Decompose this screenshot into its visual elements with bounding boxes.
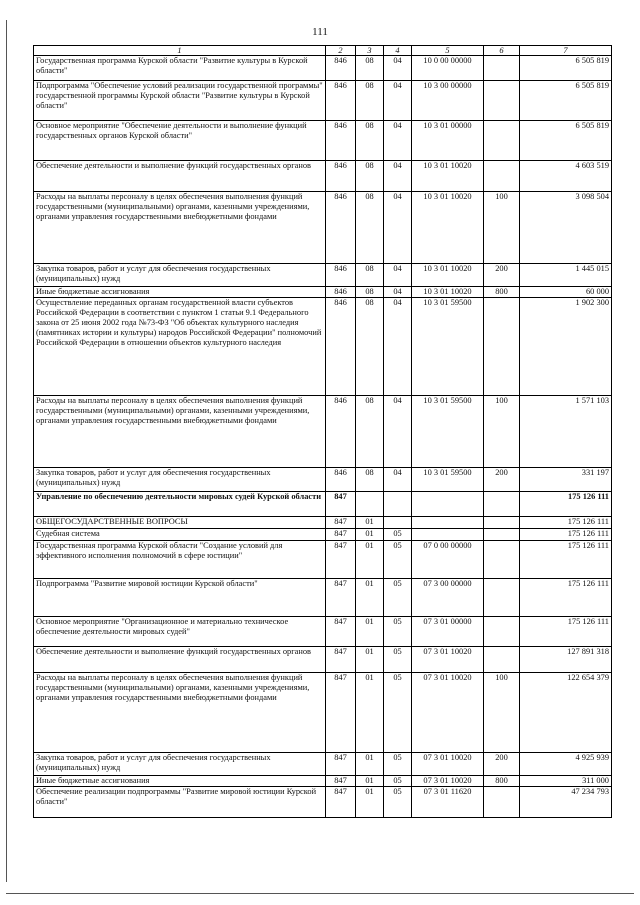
table-row — [34, 287, 612, 298]
row-c3-cell: 01 — [356, 776, 384, 787]
row-c2-cell: 847 — [326, 541, 356, 579]
row-c7-cell: 4 603 519 — [520, 161, 612, 192]
row-c4-cell: 05 — [384, 529, 412, 541]
header-cell: 2 — [326, 46, 356, 56]
row-c6-cell: 200 — [484, 468, 520, 492]
page-number: 111 — [312, 26, 328, 38]
row-c4-cell: 05 — [384, 617, 412, 647]
row-c2-cell: 846 — [326, 161, 356, 192]
row-c5-cell: 10 3 01 59500 — [412, 298, 484, 396]
row-name-cell: ОБЩЕГОСУДАРСТВЕННЫЕ ВОПРОСЫ — [34, 517, 326, 529]
row-c2-cell: 847 — [326, 673, 356, 753]
row-c6-cell — [484, 579, 520, 617]
row-name-cell: Расходы на выплаты персоналу в целях обеспечения выполнения функций государственными (муниципальными) органами, казенными учреждениями, органами управления государственными внебюджетными фондами — [34, 192, 326, 264]
row-c6-cell: 200 — [484, 264, 520, 287]
row-c6-cell — [484, 81, 520, 121]
row-c2-cell: 847 — [326, 647, 356, 673]
row-c6-cell: 100 — [484, 396, 520, 468]
row-c4-cell: 04 — [384, 468, 412, 492]
table-row — [34, 529, 612, 541]
row-c2-cell: 847 — [326, 517, 356, 529]
row-c3-cell: 01 — [356, 579, 384, 617]
row-c4-cell: 05 — [384, 753, 412, 776]
row-c6-cell — [484, 529, 520, 541]
row-c4-cell: 05 — [384, 787, 412, 818]
row-name-cell: Обеспечение деятельности и выполнение функций государственных органов — [34, 161, 326, 192]
row-c2-cell: 847 — [326, 753, 356, 776]
header-cell: 7 — [520, 46, 612, 56]
table-row — [34, 579, 612, 617]
row-c7-cell: 122 654 379 — [520, 673, 612, 753]
row-c3-cell: 01 — [356, 647, 384, 673]
bottom-rule — [6, 893, 634, 894]
row-name-cell: Подпрограмма "Развитие мировой юстиции Курской области" — [34, 579, 326, 617]
row-name-cell: Закупка товаров, работ и услуг для обеспечения государственных (муниципальных) нужд — [34, 753, 326, 776]
row-name-cell: Обеспечение деятельности и выполнение функций государственных органов — [34, 647, 326, 673]
table-row — [34, 647, 612, 673]
row-c7-cell: 1 571 103 — [520, 396, 612, 468]
row-c7-cell: 4 925 939 — [520, 753, 612, 776]
header-cell: 3 — [356, 46, 384, 56]
row-c2-cell: 847 — [326, 579, 356, 617]
row-c2-cell: 847 — [326, 529, 356, 541]
row-c3-cell: 08 — [356, 56, 384, 81]
row-c5-cell: 10 3 01 59500 — [412, 396, 484, 468]
row-c4-cell: 04 — [384, 121, 412, 161]
row-c2-cell: 847 — [326, 776, 356, 787]
row-c7-cell: 175 126 111 — [520, 517, 612, 529]
row-name-cell: Управление по обеспечению деятельности мировых судей Курской области — [34, 492, 326, 517]
row-c7-cell: 127 891 318 — [520, 647, 612, 673]
row-c7-cell: 1 902 300 — [520, 298, 612, 396]
row-name-cell: Государственная программа Курской области "Развитие культуры в Курской области" — [34, 56, 326, 81]
row-c2-cell: 846 — [326, 264, 356, 287]
row-c4-cell — [384, 492, 412, 517]
row-c7-cell: 3 098 504 — [520, 192, 612, 264]
row-c7-cell: 175 126 111 — [520, 617, 612, 647]
row-name-cell: Судебная система — [34, 529, 326, 541]
row-c3-cell: 01 — [356, 787, 384, 818]
row-c5-cell: 07 3 01 10020 — [412, 776, 484, 787]
row-c7-cell: 47 234 793 — [520, 787, 612, 818]
row-c6-cell — [484, 121, 520, 161]
table-row — [34, 161, 612, 192]
row-c5-cell — [412, 492, 484, 517]
row-c6-cell — [484, 787, 520, 818]
row-name-cell: Закупка товаров, работ и услуг для обеспечения государственных (муниципальных) нужд — [34, 264, 326, 287]
row-c2-cell: 847 — [326, 617, 356, 647]
row-c6-cell — [484, 647, 520, 673]
header-cell: 5 — [412, 46, 484, 56]
row-c4-cell: 05 — [384, 541, 412, 579]
row-c5-cell: 10 3 01 00000 — [412, 121, 484, 161]
row-c3-cell: 08 — [356, 192, 384, 264]
row-c2-cell: 846 — [326, 81, 356, 121]
row-name-cell: Подпрограмма "Обеспечение условий реализации государственной программы" государственной программы Курской области "Развитие культуры в Курской области" — [34, 81, 326, 121]
row-name-cell: Осуществление переданных органам государственной власти субъектов Российской Федерации в соответствии с пунктом 1 статьи 9.1 Федерального закона от 25 июня 2002 года №73-ФЗ "Об объектах культурного наследия (памятниках истории и культуры) народов Российской Федерации" полномочий Российской Федерации в отношении объектов культурного наследия — [34, 298, 326, 396]
row-c7-cell: 331 197 — [520, 468, 612, 492]
row-c6-cell — [484, 161, 520, 192]
row-c7-cell: 6 505 819 — [520, 56, 612, 81]
table-row — [34, 617, 612, 647]
row-c2-cell: 846 — [326, 56, 356, 81]
row-c4-cell: 04 — [384, 298, 412, 396]
row-c3-cell: 01 — [356, 529, 384, 541]
row-c4-cell: 04 — [384, 396, 412, 468]
table-row — [34, 396, 612, 468]
table-row — [34, 787, 612, 818]
row-name-cell: Иные бюджетные ассигнования — [34, 287, 326, 298]
row-name-cell: Основное мероприятие "Организационное и материально техническое обеспечение деятельности мировых судей" — [34, 617, 326, 647]
row-c4-cell: 05 — [384, 579, 412, 617]
left-margin-rule — [6, 20, 7, 882]
table-row — [34, 492, 612, 517]
row-c7-cell: 6 505 819 — [520, 121, 612, 161]
row-c6-cell — [484, 298, 520, 396]
row-c5-cell: 07 3 01 10020 — [412, 647, 484, 673]
row-c7-cell: 60 000 — [520, 287, 612, 298]
row-c7-cell: 6 505 819 — [520, 81, 612, 121]
row-c2-cell: 846 — [326, 396, 356, 468]
row-c7-cell: 1 445 015 — [520, 264, 612, 287]
row-c6-cell: 200 — [484, 753, 520, 776]
row-c6-cell — [484, 56, 520, 81]
row-c2-cell: 846 — [326, 287, 356, 298]
table-row — [34, 264, 612, 287]
row-c2-cell: 847 — [326, 787, 356, 818]
row-c3-cell: 01 — [356, 517, 384, 529]
row-c5-cell: 10 3 00 00000 — [412, 81, 484, 121]
row-c6-cell: 100 — [484, 192, 520, 264]
row-c7-cell: 175 126 111 — [520, 541, 612, 579]
row-c3-cell: 08 — [356, 287, 384, 298]
row-c5-cell: 10 3 01 10020 — [412, 192, 484, 264]
row-c4-cell: 04 — [384, 264, 412, 287]
row-c3-cell: 08 — [356, 81, 384, 121]
row-c5-cell: 07 3 01 10020 — [412, 753, 484, 776]
row-c2-cell: 846 — [326, 298, 356, 396]
row-c5-cell: 10 3 01 59500 — [412, 468, 484, 492]
row-c4-cell: 05 — [384, 647, 412, 673]
row-c5-cell: 07 3 01 11620 — [412, 787, 484, 818]
row-name-cell: Расходы на выплаты персоналу в целях обеспечения выполнения функций государственными (муниципальными) органами, казенными учреждениями, органами управления государственными внебюджетными фондами — [34, 396, 326, 468]
row-name-cell: Закупка товаров, работ и услуг для обеспечения государственных (муниципальных) нужд — [34, 468, 326, 492]
row-c6-cell — [484, 517, 520, 529]
table-row — [34, 753, 612, 776]
row-c3-cell: 01 — [356, 753, 384, 776]
row-c3-cell: 08 — [356, 468, 384, 492]
row-c5-cell: 10 0 00 00000 — [412, 56, 484, 81]
row-name-cell: Государственная программа Курской области "Создание условий для эффективного исполнения полномочий в сфере юстиции" — [34, 541, 326, 579]
row-c3-cell — [356, 492, 384, 517]
table-row — [34, 192, 612, 264]
row-c5-cell: 10 3 01 10020 — [412, 264, 484, 287]
budget-table — [33, 45, 612, 818]
row-c6-cell: 800 — [484, 776, 520, 787]
row-c5-cell: 07 3 01 10020 — [412, 673, 484, 753]
table-row — [34, 468, 612, 492]
row-c3-cell: 08 — [356, 396, 384, 468]
header-cell: 6 — [484, 46, 520, 56]
header-row — [34, 46, 612, 56]
row-c2-cell: 846 — [326, 121, 356, 161]
table-row — [34, 776, 612, 787]
row-name-cell: Расходы на выплаты персоналу в целях обеспечения выполнения функций государственными (муниципальными) органами, казенными учреждениями, органами управления государственными внебюджетными фондами — [34, 673, 326, 753]
row-c4-cell: 05 — [384, 776, 412, 787]
table-row — [34, 81, 612, 121]
row-c3-cell: 08 — [356, 264, 384, 287]
row-c5-cell: 07 3 00 00000 — [412, 579, 484, 617]
table-row — [34, 673, 612, 753]
row-name-cell: Основное мероприятие "Обеспечение деятельности и выполнение функций государственных органов Курской области" — [34, 121, 326, 161]
row-c6-cell — [484, 541, 520, 579]
row-c4-cell: 05 — [384, 673, 412, 753]
row-c6-cell: 100 — [484, 673, 520, 753]
row-c4-cell — [384, 517, 412, 529]
row-c6-cell — [484, 617, 520, 647]
row-c3-cell: 08 — [356, 121, 384, 161]
row-c5-cell: 07 0 00 00000 — [412, 541, 484, 579]
table-row — [34, 541, 612, 579]
row-c2-cell: 847 — [326, 492, 356, 517]
row-c3-cell: 01 — [356, 617, 384, 647]
row-c7-cell: 311 000 — [520, 776, 612, 787]
row-c6-cell: 800 — [484, 287, 520, 298]
row-c6-cell — [484, 492, 520, 517]
row-c3-cell: 08 — [356, 161, 384, 192]
row-name-cell: Иные бюджетные ассигнования — [34, 776, 326, 787]
header-cell: 4 — [384, 46, 412, 56]
table-row — [34, 298, 612, 396]
row-c4-cell: 04 — [384, 287, 412, 298]
row-c5-cell: 07 3 01 00000 — [412, 617, 484, 647]
row-c7-cell: 175 126 111 — [520, 492, 612, 517]
row-name-cell: Обеспечение реализации подпрограммы "Развитие мировой юстиции Курской области" — [34, 787, 326, 818]
table-row — [34, 56, 612, 81]
row-c2-cell: 846 — [326, 468, 356, 492]
table-row — [34, 121, 612, 161]
row-c5-cell: 10 3 01 10020 — [412, 161, 484, 192]
row-c4-cell: 04 — [384, 161, 412, 192]
table-row — [34, 517, 612, 529]
row-c4-cell: 04 — [384, 192, 412, 264]
header-cell: 1 — [34, 46, 326, 56]
row-c3-cell: 08 — [356, 298, 384, 396]
row-c4-cell: 04 — [384, 81, 412, 121]
row-c4-cell: 04 — [384, 56, 412, 81]
row-c3-cell: 01 — [356, 673, 384, 753]
row-c5-cell — [412, 529, 484, 541]
row-c7-cell: 175 126 111 — [520, 529, 612, 541]
row-c3-cell: 01 — [356, 541, 384, 579]
row-c7-cell: 175 126 111 — [520, 579, 612, 617]
row-c2-cell: 846 — [326, 192, 356, 264]
row-c5-cell — [412, 517, 484, 529]
row-c5-cell: 10 3 01 10020 — [412, 287, 484, 298]
